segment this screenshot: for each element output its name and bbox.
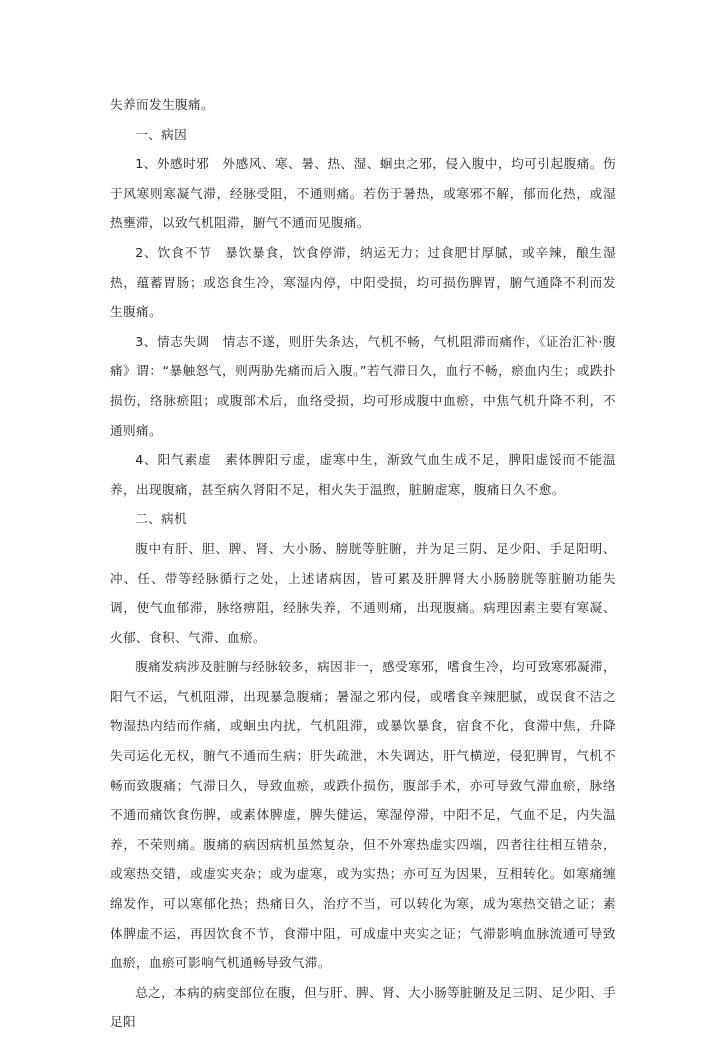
paragraph-pathogenesis-detail: 腹痛发病涉及脏腑与经脉较多，病因非一，感受寒邪，嗜食生冷，均可致寒邪凝滞，阳气不运，气机阻滞，出现暴急腹痛；暑湿之邪内侵，或嗜食辛辣肥腻，或误食不洁之物湿热内结而作痛，或蛔虫内扰，气机阻滞，或暴饮暴食，宿食不化，食滞中焦，升降失司运化无权，腑气不通而生病；肝失疏泄，木失调达，肝气横逆，侵犯脾胃，气机不畅而致腹痛；气滞日久，导致血瘀，或跌仆损伤，腹部手术，亦可导致气滞血瘀，脉络不通而痛饮食伤脾，或素体脾虚，脾失健运，寒湿停滞，中阳不足，气血不足，内失温养，不荣则痛。腹痛的病因病机虽然复杂，但不外寒热虚实四端，四者往往相互错杂，或寒热交错，或虚实夹杂；或为虚寒，或为实热；亦可互为因果，互相转化。如寒痛缠绵发作，可以寒郁化热；热痛日久，治疗不当，可以转化为寒，成为寒热交错之证；素体脾虚不运，再因饮食不节，食滞中阻，可成虚中夹实之证；气滞影响血脉流通可导致血瘀，血瘀可影响气机通畅导致气滞。 <box>110 659 616 971</box>
paragraph-diet: 2、饮食不节 暴饮暴食，饮食停滞，纳运无力；过食肥甘厚腻，或辛辣，酿生湿热，蕴蓄胃肠；或恣食生冷，寒湿内停，中阳受损，均可损伤脾胃，腑气通降不利而发生腹痛。 <box>110 244 616 320</box>
paragraph-organs-meridians: 腹中有肝、胆、脾、肾、大小肠、膀胱等脏腑，并为足三阴、足少阳、手足阳明、冲、任、带等经脉循行之处，上述诸病因，皆可累及肝脾肾大小肠膀胱等脏腑功能失调，使气血郁滞，脉络痹阻，经脉失养，不通则痛，出现腹痛。病理因素主要有寒凝、火郁、食积、气滞、血瘀。 <box>110 540 616 645</box>
paragraph-summary: 总之，本病的病变部位在腹，但与肝、脾、肾、大小肠等脏腑及足三阴、足少阳、手足阳 <box>110 984 616 1030</box>
section-heading-pathogenesis: 二、病机 <box>135 511 188 527</box>
paragraph-external-pathogens: 1、外感时邪 外感风、寒、暑、热、湿、蛔虫之邪，侵入腹中，均可引起腹痛。伤于风寒则寒凝气滞，经脉受阻，不通则痛。若伤于暑热，或寒邪不解，郁而化热，或湿热壅滞，以致气机阻滞，腑气不通而见腹痛。 <box>110 156 616 231</box>
paragraph-continuation: 失养而发生腹痛。 <box>110 97 214 112</box>
paragraph-yang-deficiency: 4、阳气素虚 素体脾阳亏虚，虚寒中生，渐致气血生成不足，脾阳虚馁而不能温养，出现腹痛，甚至病久肾阳不足，相火失于温煦，脏腑虚寒，腹痛日久不愈。 <box>110 452 616 497</box>
document-body <box>110 90 616 1037</box>
paragraph-emotions: 3、情志失调 情志不遂，则肝失条达，气机不畅，气机阻滞而痛作，《证治汇补·腹痛》谓：“暴触怒气，则两胁先痛而后入腹。”若气滞日久，血行不畅，瘀血内生；或跌扑损伤，络脉瘀阻；或腹部术后，血络受损，均可形成腹中血瘀，中焦气机升降不利，不通则痛。 <box>110 333 616 438</box>
section-heading-etiology: 一、病因 <box>135 126 188 142</box>
